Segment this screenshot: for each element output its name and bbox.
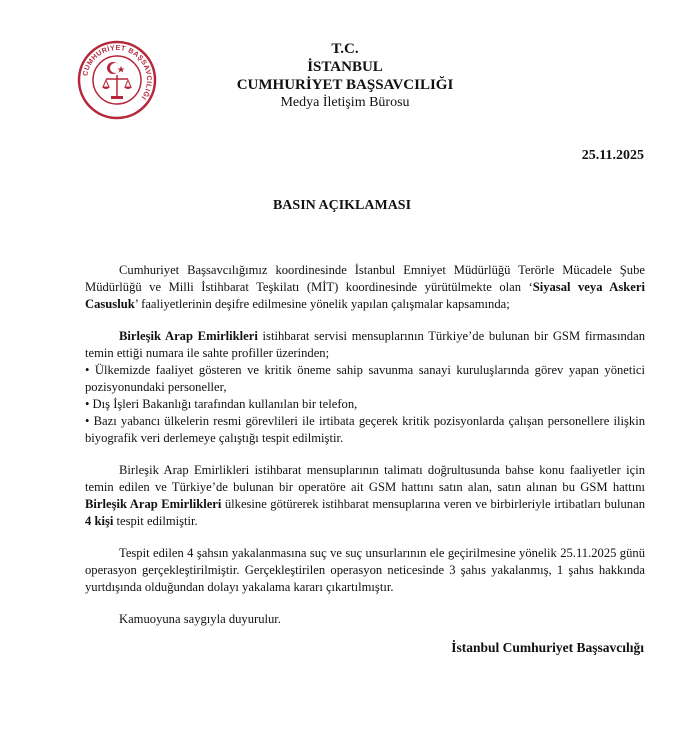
paragraph-3: Birleşik Arap Emirlikleri istihbarat mensuplarının talimatı doğrultusunda bahse konu faaliyetler için temin edilen ve Türkiye’de bulunan bir operatöre ait GSM hattını satın alan, satın alınan bu GSM hattını Birleşik Arap Emirlikleri ülkesine götürerek istihbarat mensuplarına veren ve birbirleriyle irtibatları bulunan 4 kişi tespit edilmiştir. xyxy=(85,463,645,528)
header-bureau: Medya İletişim Bürosu xyxy=(280,95,410,110)
paragraph-1: Cumhuriyet Başsavcılığımız koordinesinde İstanbul Emniyet Müdürlüğü Terörle Mücadele Şube Müdürlüğü ve Milli İstihbarat Teşkilatı (MİT) koordinesinde yürütülmekte olan ‘Siyasal veya Askeri Casusluk’ faaliyetlerinin deşifre edilmesine yönelik yapılan çalışmalar kapsamında; xyxy=(85,263,645,311)
signature: İstanbul Cumhuriyet Başsavcılığı xyxy=(451,640,644,655)
header-city: İSTANBUL xyxy=(307,59,383,75)
header-office: CUMHURİYET BAŞSAVCILIĞI xyxy=(236,77,454,93)
document-header xyxy=(200,40,490,112)
header-tc: T.C. xyxy=(331,41,359,57)
bullet-3: • Bazı yabancı ülkelerin resmi görevlileri ile irtibata geçerek kritik pozisyonlarda çalışan personellere ilişkin biyografik veri derlemeye çalıştığı tespit edilmiştir. xyxy=(85,414,645,445)
paragraph-4: Tespit edilen 4 şahsın yakalanmasına suç ve suç unsurlarının ele geçirilmesine yönelik 25.11.2025 günü operasyon gerçekleştirilmiştir. Gerçekleştirilen operasyon neticesinde 3 şahıs yakalanmış, 1 şahıs hakkında yurtdışında olduğundan dolayı yakalama kararı çıkartılmıştır. xyxy=(85,546,645,594)
bullet-1: • Ülkemizde faaliyet gösteren ve kritik öneme sahip savunma sanayi kuruluşlarında görev yapan yönetici pozisyonundaki personeller, xyxy=(85,363,645,394)
paragraph-5: Kamuoyuna saygıyla duyurulur. xyxy=(119,612,281,626)
document-body xyxy=(85,262,645,628)
bullet-2: • Dış İşleri Bakanlığı tarafından kullanılan bir telefon, xyxy=(85,397,358,411)
svg-text:CUMHURİYET BAŞSAVCILIĞI: CUMHURİYET BAŞSAVCILIĞI xyxy=(82,44,153,101)
paragraph-2: Birleşik Arap Emirlikleri istihbarat servisi mensuplarının Türkiye’de bulunan bir GSM firmasından temin ettiği numara ile sahte profiller üzerinden; xyxy=(85,329,645,360)
seal-logo xyxy=(77,40,157,120)
document-title: BASIN AÇIKLAMASI xyxy=(272,198,412,213)
document-date: 25.11.2025 xyxy=(581,148,644,163)
